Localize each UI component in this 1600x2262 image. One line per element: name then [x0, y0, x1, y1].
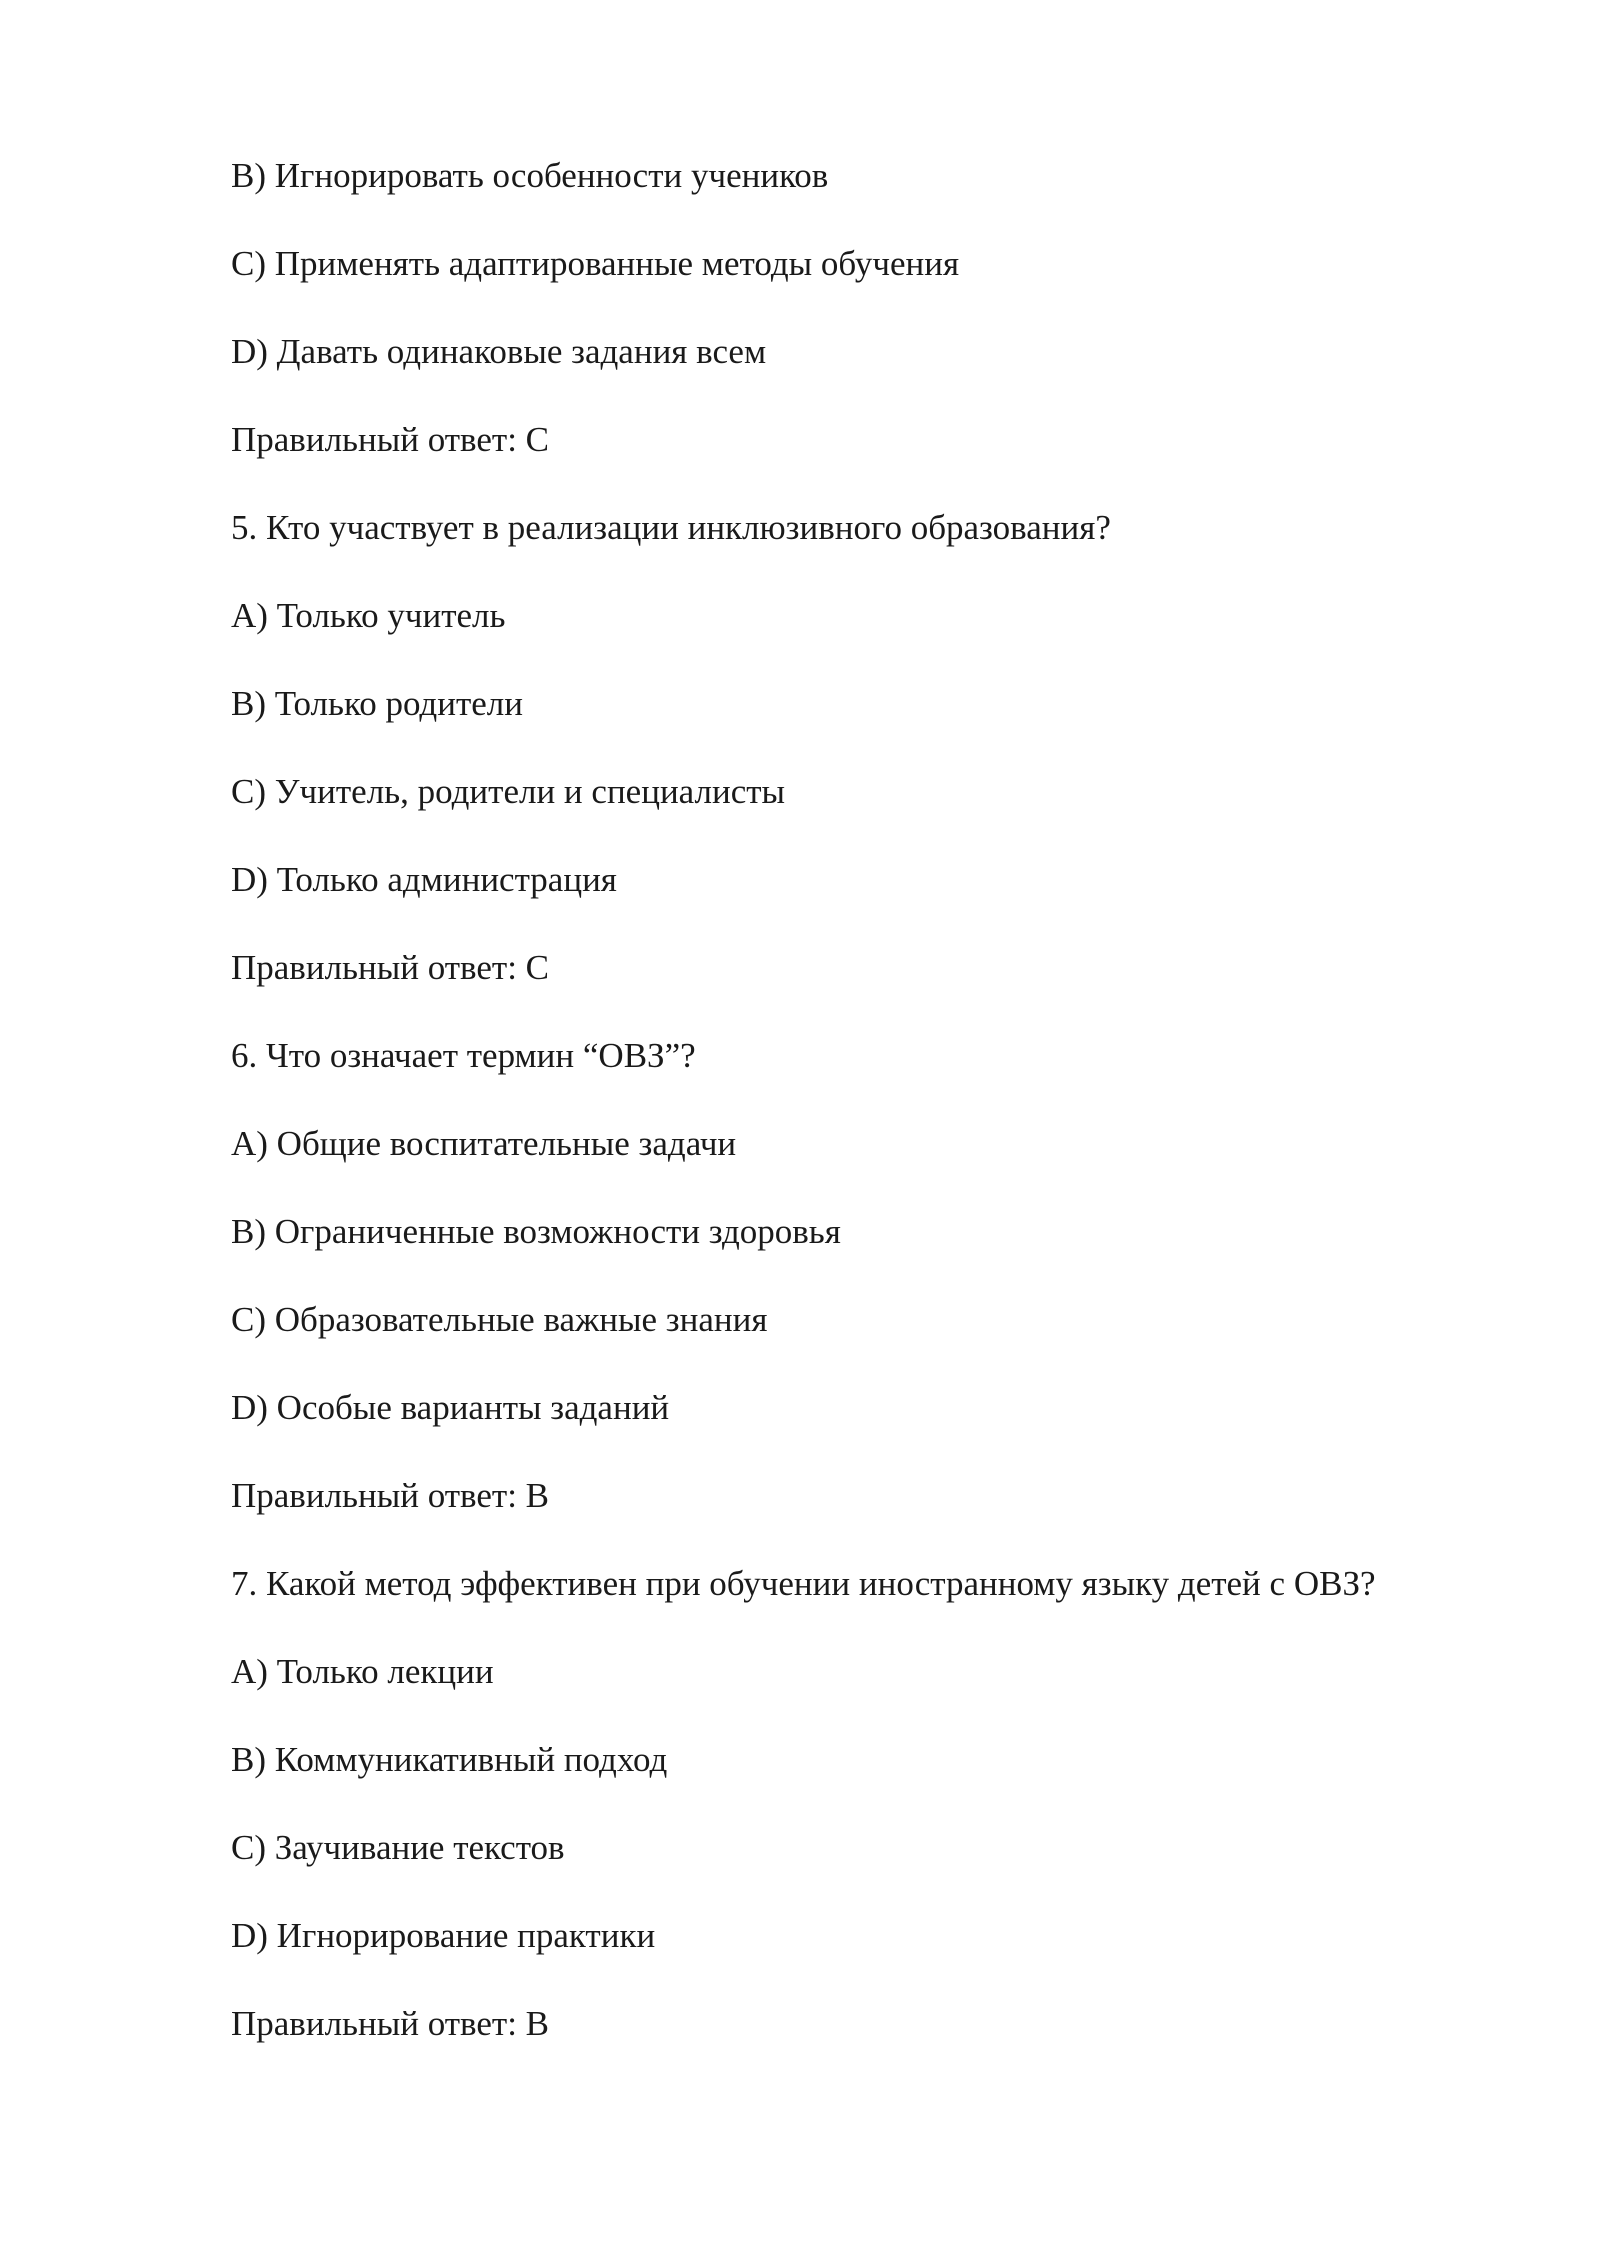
- correct-answer: Правильный ответ: C: [231, 948, 550, 987]
- answer-option-b: B) Ограниченные возможности здоровья: [231, 1212, 841, 1251]
- answer-option-c: C) Образовательные важные знания: [231, 1300, 768, 1339]
- answer-option-c: C) Применять адаптированные методы обучения: [231, 244, 960, 283]
- answer-option-d: D) Игнорирование практики: [231, 1916, 656, 1955]
- answer-option-b: B) Только родители: [231, 684, 523, 723]
- answer-option-a: A) Только лекции: [231, 1652, 494, 1691]
- answer-option-d: D) Давать одинаковые задания всем: [231, 332, 767, 371]
- answer-option-c: C) Учитель, родители и специалисты: [231, 772, 786, 811]
- correct-answer: Правильный ответ: B: [231, 1476, 550, 1515]
- question-5: 5. Кто участвует в реализации инклюзивного образования?: [231, 508, 1111, 547]
- answer-option-d: D) Только администрация: [231, 860, 617, 899]
- answer-option-d: D) Особые варианты заданий: [231, 1388, 670, 1427]
- correct-answer: Правильный ответ: C: [231, 420, 550, 459]
- answer-option-a: A) Общие воспитательные задачи: [231, 1124, 737, 1163]
- question-7: 7. Какой метод эффективен при обучении иностранному языку детей с ОВЗ?: [231, 1564, 1376, 1603]
- answer-option-b: B) Игнорировать особенности учеников: [231, 156, 829, 195]
- answer-option-c: C) Заучивание текстов: [231, 1828, 565, 1867]
- answer-option-b: B) Коммуникативный подход: [231, 1740, 668, 1779]
- correct-answer: Правильный ответ: B: [231, 2004, 550, 2043]
- answer-option-a: A) Только учитель: [231, 596, 506, 635]
- question-6: 6. Что означает термин “ОВЗ”?: [231, 1036, 696, 1075]
